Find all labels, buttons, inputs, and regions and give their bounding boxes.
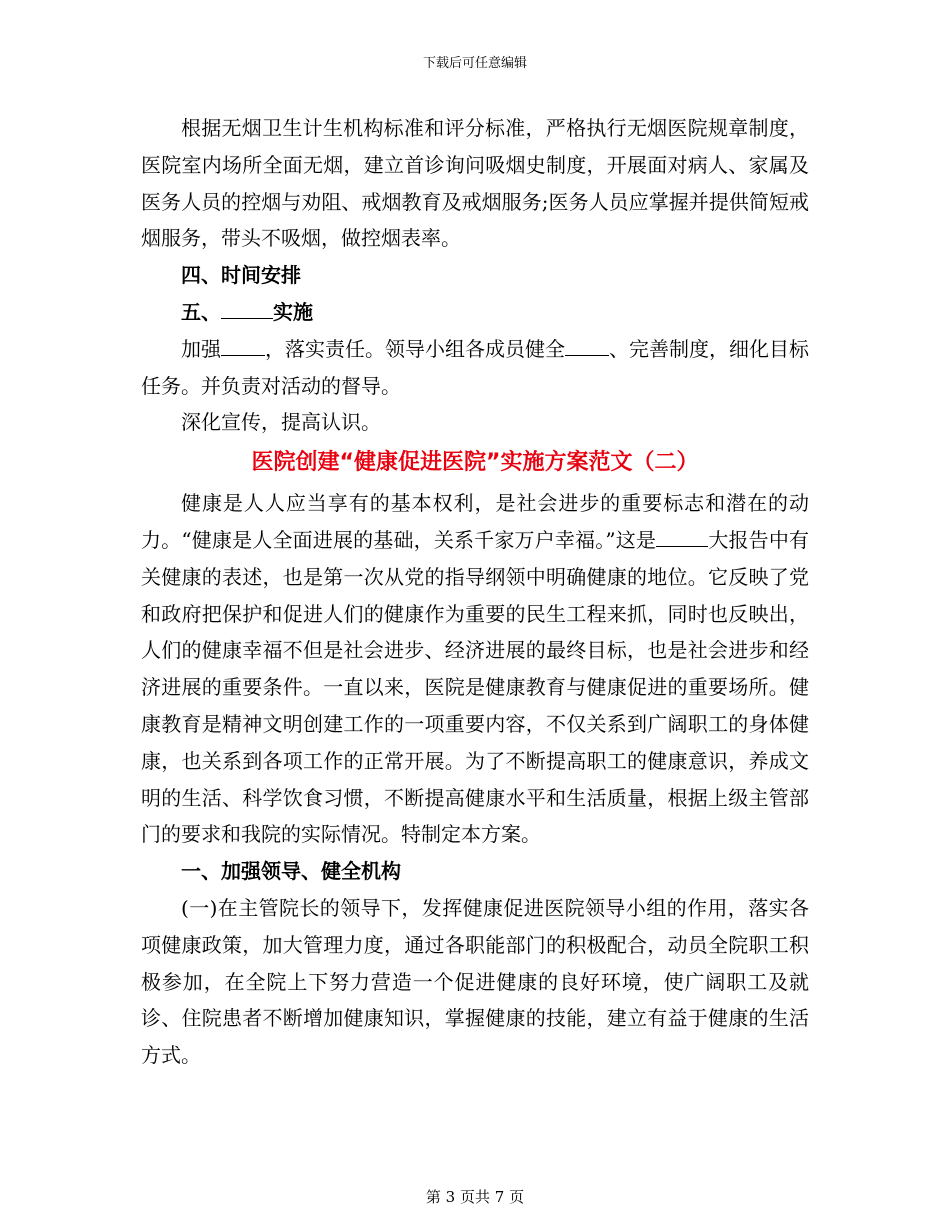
blank-line bbox=[221, 300, 273, 319]
paragraph-item-1: (一)在主管院长的领导下，发挥健康促进医院领导小组的作用，落实各项健康政策，加大管理力度，通过各职能部门的积极配合，动员全院职工积极参加，在全院上下努力营造一个促进健康的良好环境，使广阔职工及就诊、住院患者不断增加健康知识，掌握健康的技能，建立有益于健康的生活方式。 bbox=[141, 895, 809, 1068]
paragraph-intro-a: 健康是人人应当享有的基本权利，是社会进步的重要标志和潜在的动力。“健康是人全面进展的基础，关系千家万户幸福。”这是 bbox=[141, 491, 809, 552]
paragraph-strengthen bbox=[141, 331, 809, 405]
page-header: 下载后可任意编辑 bbox=[422, 56, 527, 71]
page-footer: 第 3 页共 7 页 bbox=[425, 1188, 525, 1206]
paragraph-strengthen-a: 加强 bbox=[181, 336, 221, 361]
heading-leadership: 一、加强领导、健全机构 bbox=[181, 859, 401, 884]
section-title: 医院创建“健康促进医院”实施方案范文（二） bbox=[251, 450, 699, 476]
paragraph-intro bbox=[141, 485, 809, 853]
paragraph-publicity: 深化宣传，提高认识。 bbox=[181, 410, 381, 435]
paragraph-strengthen-c: 、完善制度，细化目标任务。并负责对活动的督导。 bbox=[141, 336, 809, 398]
heading-implementation-prefix: 五、 bbox=[181, 299, 221, 324]
blank-line bbox=[656, 528, 708, 547]
document-body bbox=[141, 110, 809, 1074]
heading-implementation bbox=[141, 294, 809, 331]
blank-line bbox=[221, 337, 265, 356]
paragraph-strengthen-b: ，落实责任。领导小组各成员健全 bbox=[265, 336, 565, 361]
paragraph-intro-b: 大报告中有关健康的表述，也是第一次从党的指导纲领中明确健康的地位。它反映了党和政府把保护和促进人们的健康作为重要的民生工程来抓，同时也反映出，人们的健康幸福不但是社会进步、经济进展的最终目标，也是社会进步和经济进展的重要条件。一直以来，医院是健康教育与健康促进的重要场所。健康教育是精神文明创建工作的一项重要内容，不仅关系到广阔职工的身体健康，也关系到各项工作的正常开展。为了不断提高职工的健康意识，养成文明的生活、科学饮食习惯，不断提高健康水平和生活质量，根据上级主管部门的要求和我院的实际情况。特制定本方案。 bbox=[141, 527, 810, 847]
blank-line bbox=[565, 337, 609, 356]
paragraph-smoke-free: 根据无烟卫生计生机构标准和评分标准，严格执行无烟医院规章制度，医院室内场所全面无烟，建立首诊询问吸烟史制度，开展面对病人、家属及医务人员的控烟与劝阻、戒烟教育及戒烟服务;医务人员应掌握并提供简短戒烟服务，带头不吸烟，做控烟表率。 bbox=[141, 116, 809, 251]
heading-implementation-suffix: 实施 bbox=[273, 299, 313, 324]
heading-schedule: 四、时间安排 bbox=[181, 263, 301, 288]
